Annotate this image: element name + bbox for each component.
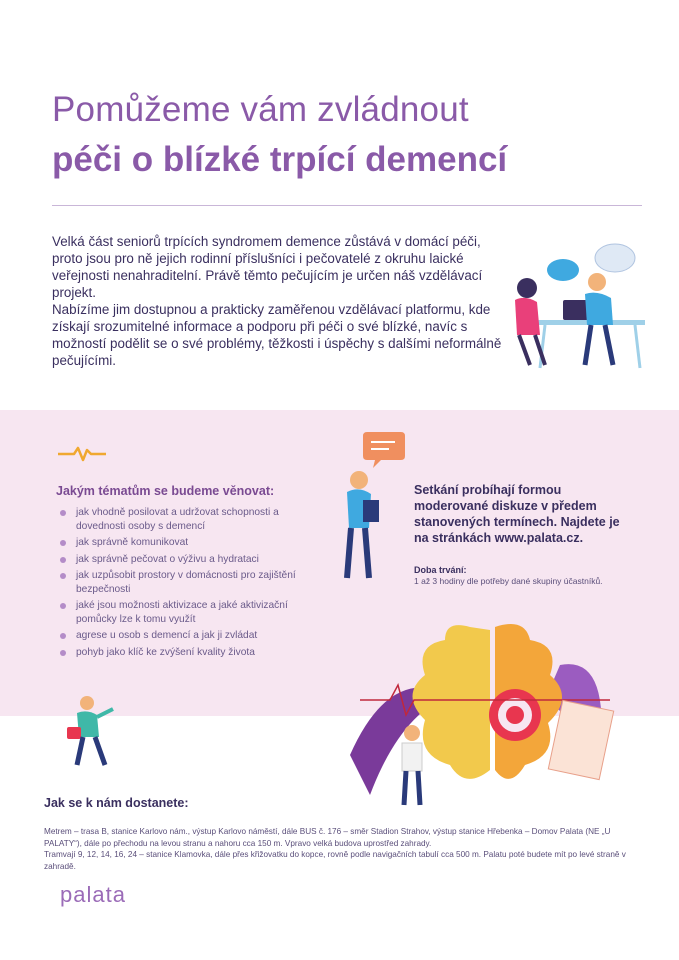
bullet-icon — [60, 573, 66, 579]
intro-paragraph-1: Velká část seniorů trpících syndromem demence zůstává v domácí péči, proto jsou pro ně jejich rodinní příslušníci i pečovatelé z okruhu laické veřejnosti nenahraditelní. Právě těmto pečujícím je určen náš vzdělávací projekt. — [52, 234, 483, 300]
meetings-info: Setkání probíhají formou moderované diskuze v předem stanovených termínech. Najdete je na stránkách www.palata.cz. — [414, 483, 620, 545]
suitcase-icon — [67, 727, 81, 739]
man-figure — [588, 273, 606, 291]
discussion-illustration — [505, 240, 655, 370]
bullet-icon — [60, 540, 66, 546]
clipboard-icon — [363, 500, 379, 522]
page-title-line1: Pomůžeme vám zvládnout — [52, 90, 469, 129]
bullet-icon — [60, 557, 66, 563]
bullet-icon — [60, 650, 66, 656]
thought-bubble-icon — [595, 244, 635, 272]
list-item: jaké jsou možnosti aktivizace a jaké aktivizační pomůcky lze k tomu využít — [58, 599, 318, 626]
brain-left-hemisphere — [413, 625, 491, 779]
heartbeat-wave-icon — [58, 446, 106, 462]
duration-text: 1 až 3 hodiny dle potřeby dané skupiny účastníků. — [414, 576, 603, 586]
man-figure — [80, 696, 94, 710]
doctor-figure — [404, 725, 420, 741]
duration-label: Doba trvání: — [414, 565, 467, 575]
document-icon — [548, 700, 613, 779]
palata-logo: palata — [60, 882, 126, 907]
bullet-icon — [60, 510, 66, 516]
topics-heading: Jakým tématům se budeme věnovat: — [56, 484, 275, 498]
intro-paragraph-2: Nabízíme jim dostupnou a prakticky zaměřenou vzdělávací platformu, kde získají srozumitelné informace a podporu při péči o své blízké, navíc s možností podělit se o své problémy, těžkosti i úspěchy s dalšími neformálně pečujícími. — [52, 302, 502, 368]
travel-paragraph-1: Metrem – trasa B, stanice Karlovo nám., výstup Karlovo náměstí, dále BUS č. 176 – směr Stadion Strahov, výstup stanice Hřebenka – Domov Palata (NE „U PALATY“), dále po přechodu na levou stranu a nahoru cca 150 m. Vpravo velká budova uprostřed zahrady. — [44, 827, 611, 848]
bullet-icon — [60, 633, 66, 639]
speech-bubble-icon — [547, 259, 579, 281]
travel-heading: Jak se k nám dostanete: — [44, 796, 189, 810]
title-divider — [52, 205, 642, 206]
woman-figure — [517, 278, 537, 298]
presenter-illustration — [335, 428, 410, 588]
list-item: pohyb jako klíč ke zvýšení kvality života — [58, 646, 318, 660]
intro-text — [52, 233, 512, 369]
list-item: jak uzpůsobit prostory v domácnosti pro zajištění bezpečnosti — [58, 569, 318, 596]
list-item: jak správně pečovat o výživu a hydrataci — [58, 553, 318, 567]
travel-paragraph-2: Tramvají 9, 12, 14, 16, 24 – stanice Klamovka, dále přes křižovatku do kopce, rovně podle navigačních tabulí cca 500 m. Palatu poté budete mít po levé straně v zahradě. — [44, 850, 626, 871]
list-item: agrese u osob s demencí a jak ji zvládat — [58, 629, 318, 643]
list-item: jak správně komunikovat — [58, 536, 318, 550]
bullet-icon — [60, 603, 66, 609]
page-title-line2: péči o blízké trpící demencí — [52, 140, 508, 179]
travel-directions — [44, 826, 644, 872]
list-item: jak vhodně posilovat a udržovat schopnosti a dovednosti osoby s demencí — [58, 506, 318, 533]
man-figure — [350, 471, 368, 489]
traveller-illustration — [65, 695, 125, 770]
brain-illustration — [330, 605, 630, 815]
topics-list — [58, 506, 318, 662]
